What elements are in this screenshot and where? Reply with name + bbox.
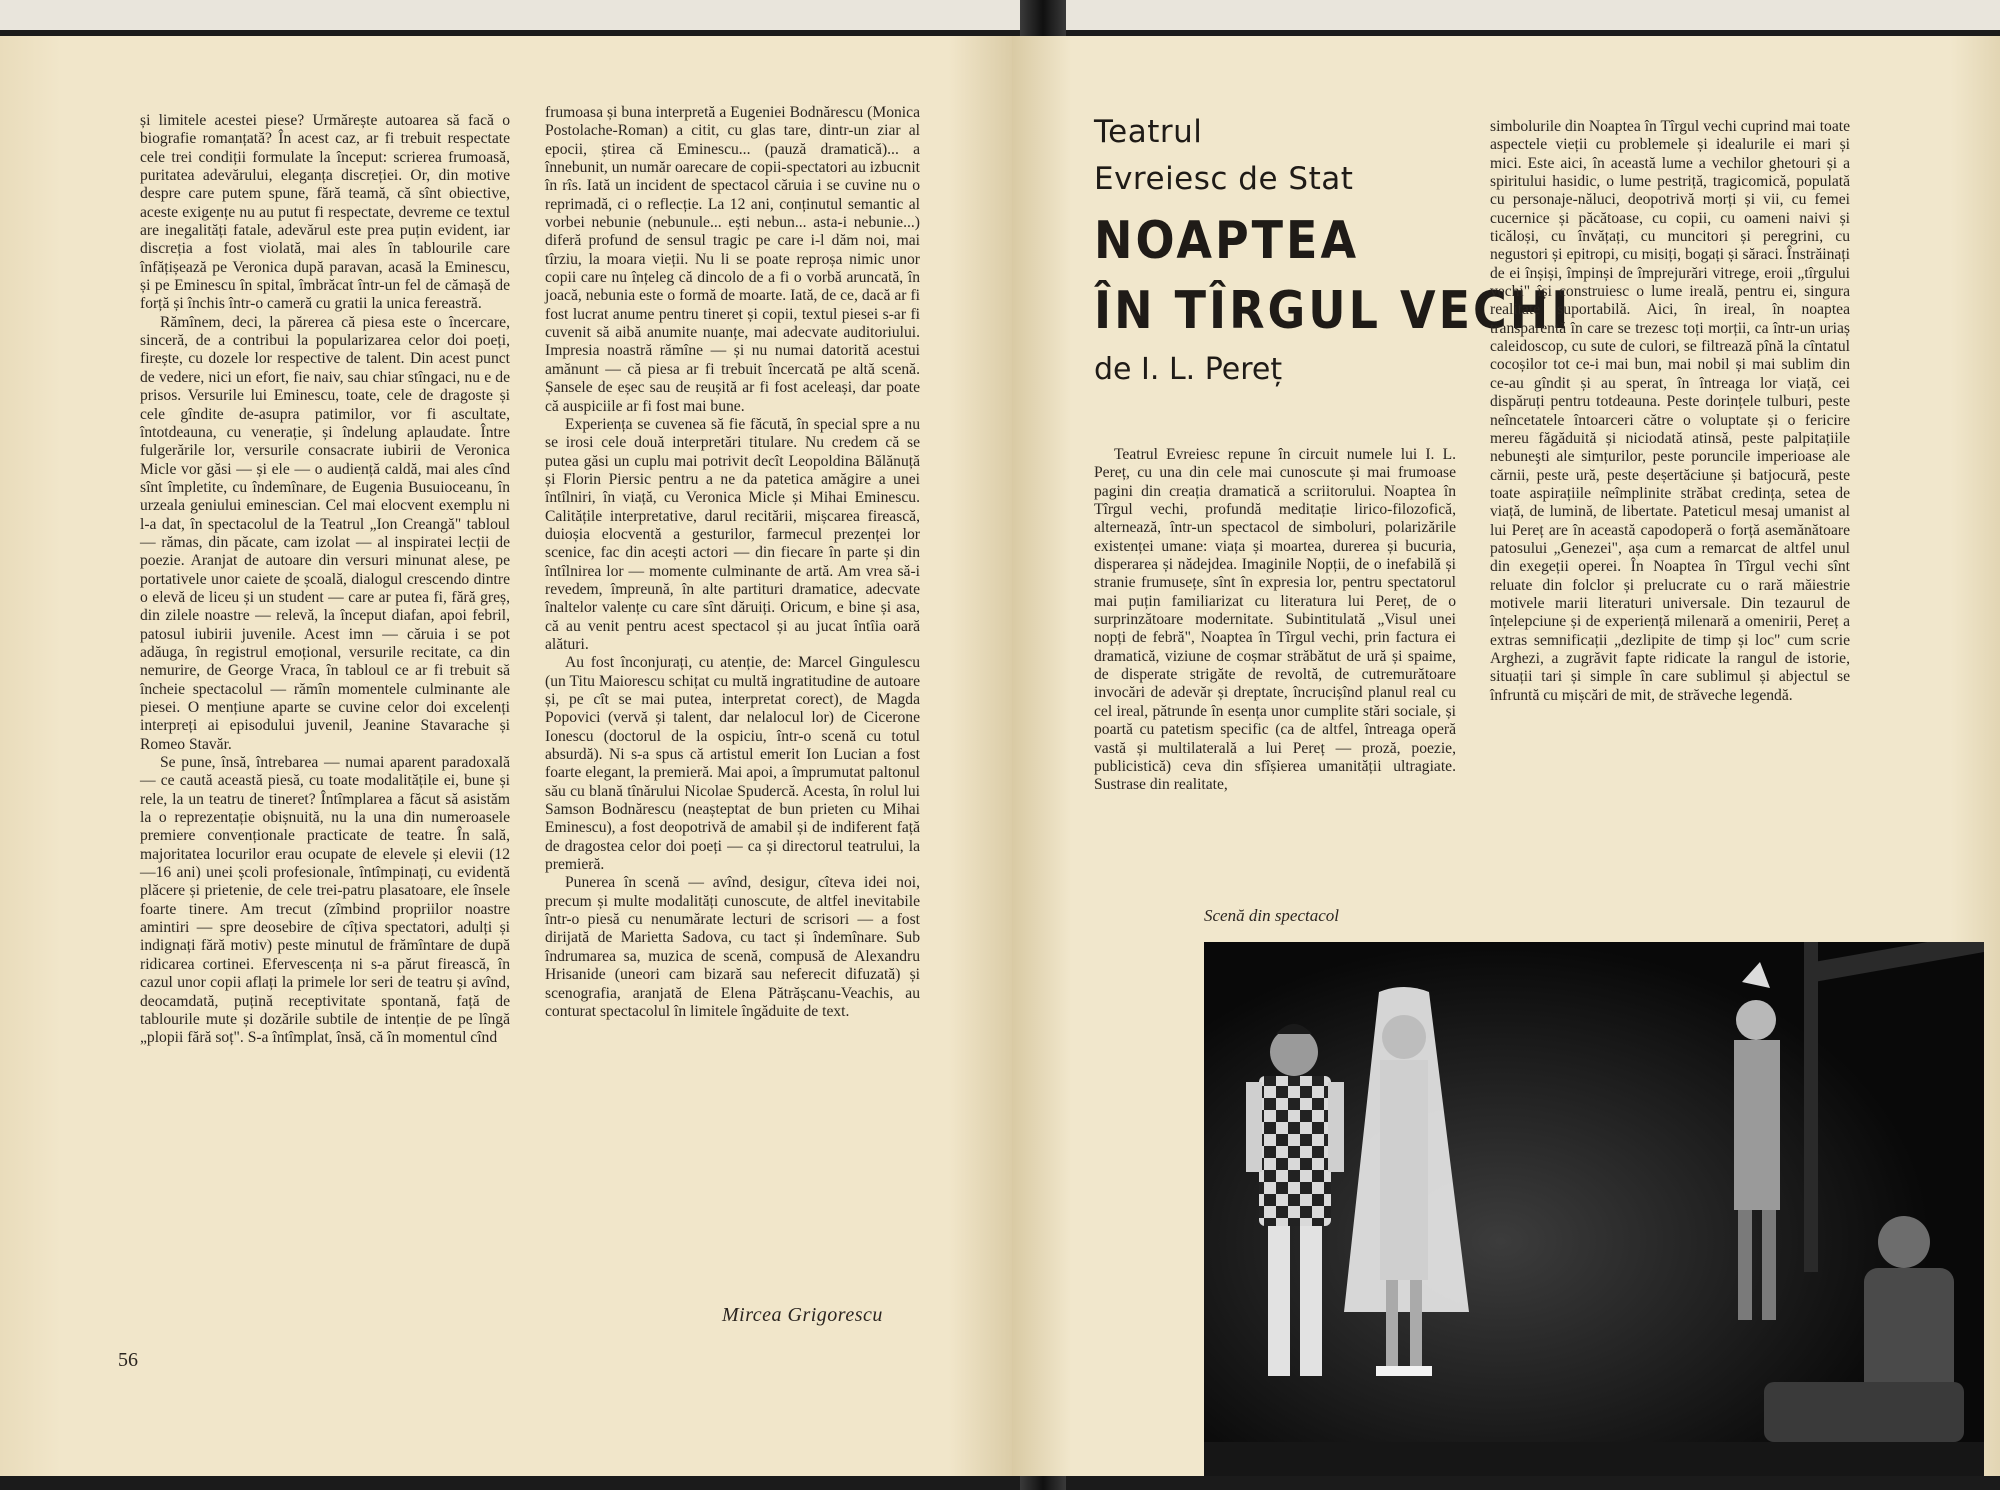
paragraph: Teatrul Evreiesc repune în circuit numele lui I. L. Pereț, cu una din cele mai cunoscute și mai frumoase pagini din creația dramatică a scriitorului. Noaptea în Tîrgul vechi, profundă meditație lirico-filozofică, alternează, într-un spectacol de simboluri, polarizările existenței umane: viața și moartea, durerea și bucuria, disperarea și nădejdea. Imaginile Nopții, de o inefabilă și stranie frumusețe, sînt în expresia lor, pentru spectatorul mai puțin familiarizat cu literatura lui Pereț, de o surprinzătoare modernitate. Subintitulată „Visul unei nopți de febră", Noaptea în Tîrgul vechi, prin factura ei dramatică, viziune de coșmar străbătut de ură și spaime, de disperate strigăte de revoltă, de cutremurătoare invocări de adevăr și dreptate, încrucișînd planul real cu cel ireal, pătrunde în esența unor cumplite stări sociale, și poartă cu patetism specific (ca de altfel, întreaga operă vastă și multilaterală a lui Pereț — proză, poezie, publicistică) ceva din sfîșierea umanității ultragiate. Sustrase din realitate, — [1094, 446, 1456, 794]
left-column-1 — [140, 112, 510, 1048]
paragraph: Rămînem, deci, la părerea că piesa este o încercare, sinceră, de a contribui la popularizarea celor doi poeți, firește, cu dozele lor respective de talent. Din acest punct de vedere, nici un efort, fie naiv, sau chiar stîngaci, nu e de prisos. Versurile lui Eminescu, toate, cele de dragoste și cele gîndite de-asupra patimilor, vor fi ascultate, întotdeauna, cu venerație, și îndelung aplaudate. Între fulgerările lor, versurile consacrate iubirii de Veronica Micle vor găsi — și ele — o audiență caldă, mai ales cînd sînt împletite, cu îndemînare, de Eugenia Busuioceanu, în urzeala geniului eminescian. Cel mai elocvent exemplu ni l-a dat, în spectacolul de la Teatrul „Ion Creangă" tabloul — rămas, din păcate, cam izolat — al inspiratei lecții de poezie. Aranjat de autoare din versuri minunat alese, pe portativele unor caiete de școală, dialogul crescendo dintre o elevă de liceu și un student — care ar putea fi, fără greș, din zilele noastre — relevă, la început diafan, apoi febril, patosul iubirii juvenile. Acest imn — căruia i se pot adăuga, în registrul emoțional, versurile recitate, ca din nemurire, de George Vraca, în tabloul ce ar fi trebuit să încheie spectacolul — rămîn momentele culminante ale piesei. O mențiune aparte se cuvine celor doi excelenți interpreți ai episodului juvenil, Jeanine Stavarache și Romeo Stavăr. — [140, 313, 510, 753]
paragraph: Experiența se cuvenea să fie făcută, în special spre a nu se irosi cele două interpretări titulare. Nu credem că se putea găsi un cuplu mai potrivit decît Leopoldina Bălănuță și Florin Piersic pentru a ne da patetica amăgire a unei întîlniri, în viață, cu Veronica Micle și Mihai Eminescu. Calitățile interpretative, darul recitării, mișcarea firească, duioșia elocventă a gesturilor, farmecul prezenței lor scenice, fac din acești actori — din fiecare în parte și din întîlnirea lor — momente culminante de artă. Am vrea să-i revedem, împreună, în alte partituri dramatice, adecvate înaltelor valențe cu care sînt dăruiți. Oricum, e bine și asa, că au venit pentru acest spectacol și au jucat întîia oară alături. — [545, 415, 920, 653]
right-column-1 — [1094, 446, 1456, 795]
paragraph: și limitele acestei piese? Urmărește autoarea să facă o biografie romanțată? În acest caz, ar fi trebuit respectate cele trei condiții formulate la început: scrierea frumoasă, puritatea adevărului, eleganța discreției. Or, din motive despre care putem spune, fără teamă, că sînt obiective, aceste exigențe nu au putut fi respectate, devreme ce textul are inegalități fatale, adevărul este prea puțin evident, iar discreția a fost violată, mai ales în tablourile care înfățișează pe Veronica după paravan, acasă la Eminescu, și pe Eminescu în spital, îmbrăcat într-un fel de cămașă de forță și închis într-o cameră cu gratii la unica fereastră. — [140, 112, 510, 313]
right-page — [1012, 36, 2000, 1476]
play-title-line-2: ÎN TÎRGUL VECHI — [1094, 280, 1572, 341]
right-column-2 — [1490, 118, 1850, 705]
left-column-2 — [545, 104, 920, 1021]
left-page — [0, 36, 1020, 1476]
paragraph: Au fost înconjurați, cu atenție, de: Marcel Gingulescu (un Titu Maiorescu schițat cu multă ingratitudine de autoare și, pe cît se mai putea, interpretat corect), de Magda Popovici (vervă și talent, dar nelalocul lor) de Cicerone Ionescu (doctorul de la ospiciu, într-o scenă cu totul absurdă). Ni s-a spus că artistul emerit Ion Lucian a fost foarte elegant, la premieră. Mai apoi, a împrumutat paltonul său cu blană tînărului Nicolae Spudercă. Acesta, în rolul lui Samson Bodnărescu (neașteptat de bun prieten cu Mihai Eminescu), a fost deopotrivă de amabil și de indiferent față de dragostea celor doi poeți — ca și directorul teatrului, la premieră. — [545, 654, 920, 874]
stage-photo-illustration — [1204, 942, 1984, 1476]
play-author: de I. L. Pereț — [1094, 352, 1283, 387]
page-number: 56 — [118, 1349, 138, 1371]
paragraph: frumoasa și buna interpretă a Eugeniei Bodnărescu (Monica Postolache-Roman) a citit, cu glas tare, dintr-un ziar al epocii, știrea că Eminescu... (pauză dramatică)... a înnebunit, un număr oarecare de copii-spectatori au izbucnit în rîs. Iată un incident de spectacol căruia i se cuvine nu o reprimadă, ci o reflecție. La 12 ani, conținutul semantic al vorbei nebunie (nebunule... ești nebun... asta-i nebunie...) diferă profund de sensul tragic pe care i-l dăm noi, mai tîrziu, la moara vieții. Nu li se poate reproșa nimic unor copii care nu înțeleg că dincolo de a fi o vorbă aruncată, în joacă, nebunia este o formă de moarte. Iată, de ce, dacă ar fi fost lucrat anume pentru tineret și copii, textul piesei s-ar fi cuvenit să aibă anumite nuanțe, mai adecvate auditoriului. Impresia noastră rămîne — și nu numai datorită acestui amănunt — că piesa ar fi trebuit încercată pe altă scenă. Șansele de eșec sau de reușită ar fi fost aceleași, dar poate că auspiciile ar fi fost mai bune. — [545, 104, 920, 415]
theatre-name-line-2: Evreiesc de Stat — [1094, 161, 1354, 197]
author-signature: Mircea Grigorescu — [722, 1304, 883, 1326]
paragraph: Punerea în scenă — avînd, desigur, cîteva idei noi, precum și multe modalități cunoscute, de altfel inevitabile într-o piesă cu nenumărate lecturi de scrisori — a fost dirijată de Marietta Sadova, cu tact și îndemînare. Sub îndrumarea sa, muzica de scenă, compusă de Alexandru Hrisanide (uneori cam bizară sau neferecit difuzată) și scenografia, aranjată de Elena Pătrășcanu-Veachis, au conturat spectacolul în limitele îngăduite de text. — [545, 874, 920, 1020]
photo-caption: Scenă din spectacol — [1204, 906, 1340, 925]
book-top-edge — [0, 0, 2000, 30]
play-title-line-1: NOAPTEA — [1094, 210, 1360, 271]
stage-photo — [1204, 942, 1984, 1476]
paragraph: Se pune, însă, întrebarea — numai aparent paradoxală — ce caută această piesă, cu toate modalitățile ei, bune și rele, la un teatru de tineret? Întîmplarea a făcut să asistăm la o reprezentație obișnuită, nu la una din numeroasele premiere convenționale practicate de teatre. În sală, majoritatea locurilor erau ocupate de elevele și elevii (12—16 ani) unei școli profesionale, întîmpinați, cu evidentă plăcere și prietenie, de cele trei-patru plasatoare, ele însele foarte tinere. Am trecut (zîmbind propriilor noastre amintiri — spre deosebire de cîțiva spectatori, adulți și indignați fără motiv) peste minutul de frămîntare de după ridicarea cortinei. Efervescența ni s-a părut firească, în cazul unor copii aflați la primele lor seri de teatru și avînd, deocamdată, puțină receptivitate spontană, față de tablourile mute și dozările subtile de intenție de pe lîngă „plopii fără soț". S-a întîmplat, însă, că în momentul cînd — [140, 754, 510, 1047]
theatre-name-line-1: Teatrul — [1094, 114, 1203, 150]
paragraph: simbolurile din Noaptea în Tîrgul vechi cuprind mai toate aspectele vieții cu problemele și idealurile ei mari și mici. Este aici, în această lume a vechilor ghetouri și a spiritului hasidic, o lume pestriță, tragicomică, populată cu personaje-năluci, deopotrivă morți și vii, cu femei cucernice și păcătoase, cu copii, cu oameni naivi și ticăloși, cu învățați, cu muncitori și peregrini, cu negustori și epitropi, cu misiți, bogați și săraci. Înstrăinați de ei înșiși, împinși de împrejurări vitrege, eroii „tîrgului vechi" își construiesc o lume ireală, pentru ei, singura realitate suportabilă. Aici, în ireal, în noaptea transparentă în care se trezesc toți morții, ca într-un uriaș caleidoscop, cu sute de culori, se filtrează pînă la cîntatul cocoșilor tot ce-i mai bun, mai nobil și mai sublim din ce-au gîndit și au sperat, în întreaga lor viață, cei dispăruți pentru totdeauna. Peste dorințele tulburi, peste neîncetatele întoarceri către o voluptate și o fericire mereu făgăduită și niciodată atinsă, peste palpitațiile nebuneşti ale simțurilor, peste poruncile imperioase ale cărnii, peste ură, peste deșertăciune și batjocură, peste toate aspirațiile neîmplinite străbat credința, setea de viață, de lumină, de libertate. Pateticul mesaj umanist al lui Pereț are în această capodoperă o forță asemănătoare patosului „Genezei", așa cum a remarcat de altfel unul din exegeții operei. În Noaptea în Tîrgul vechi sînt reluate din folclor și prelucrate cu o rară măiestrie motivele marii literaturi universale. Din tezaurul de înțelepciune și de experiență milenară a omenirii, Pereț a extras semnificații „dezlipite de timp și loc" cum scrie Arghezi, a zugrăvit fapte ridicate la rangul de istorie, situații tari și simple în care sublimul și abjectul se înfruntă cu mișcări de mit, de străveche legendă. — [1490, 118, 1850, 704]
